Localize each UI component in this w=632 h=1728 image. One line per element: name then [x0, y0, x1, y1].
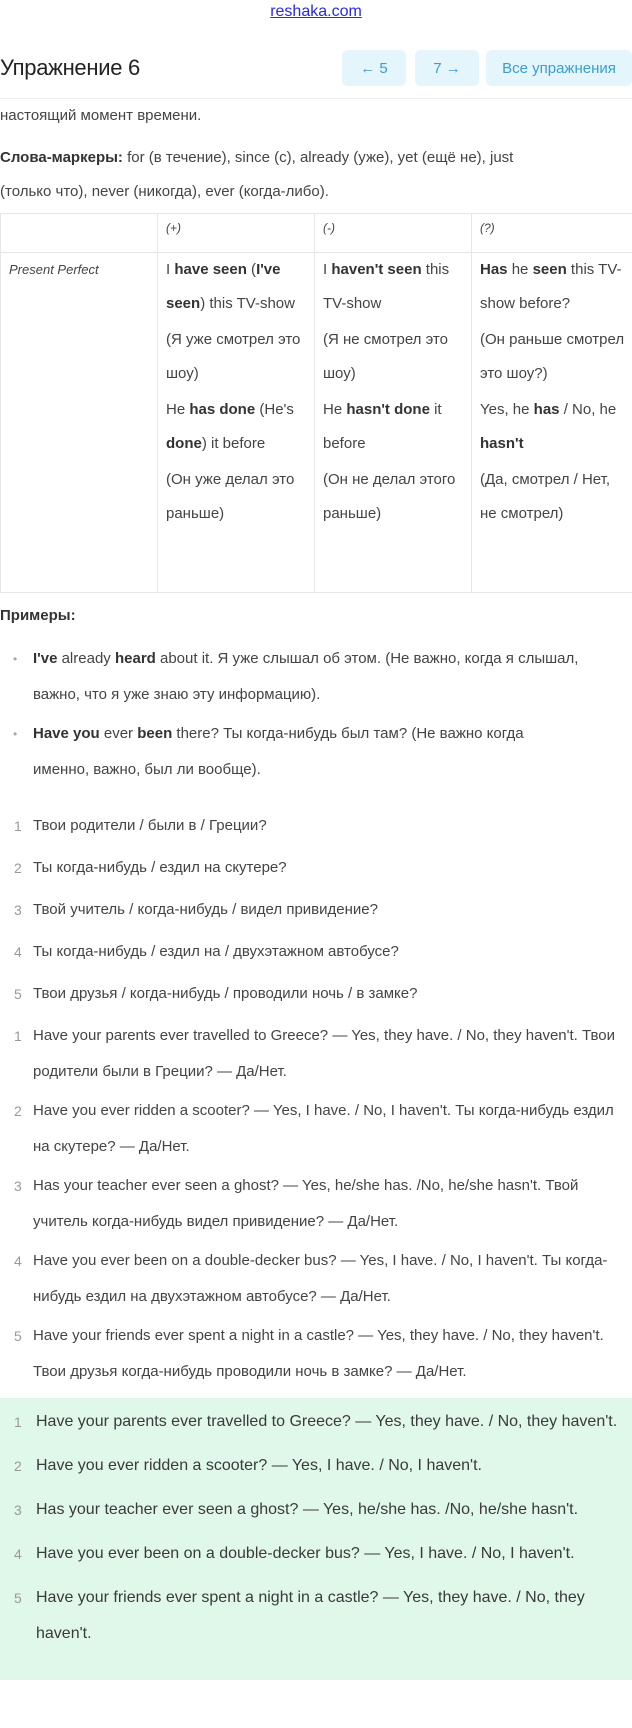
prompt-item [0, 934, 632, 970]
answer-text: Have you ever been on a double-decker bus? — Yes, I have. / No, I haven't. Ты когда-нибудь ездил на двухэтажном автобусе? — Да/Нет. [33, 1252, 608, 1305]
example-item [0, 716, 632, 788]
answer-item [0, 1318, 632, 1390]
bold-text: seen [532, 261, 567, 278]
item-number: 3 [14, 902, 22, 918]
item-number: 2 [14, 1458, 22, 1474]
question-cell [472, 253, 632, 593]
text-segment: He [323, 401, 347, 418]
cell-line [480, 463, 628, 531]
prompts-list [0, 808, 632, 1012]
intro-text: настоящий момент времени. [0, 107, 202, 124]
bold-text: Have you [33, 725, 100, 742]
prompt-text: Ты когда-нибудь / ездил на / двухэтажном автобусе? [33, 943, 399, 960]
text-segment: I [323, 261, 332, 278]
prompt-text: Твой учитель / когда-нибудь / видел привидение? [33, 901, 378, 918]
cell-line [166, 463, 310, 531]
answer-item [0, 1093, 632, 1165]
final-answer-item [0, 1492, 632, 1528]
item-number: 5 [14, 986, 22, 1002]
cell-line [166, 253, 310, 321]
answer-text: Have your parents ever travelled to Greece? — Yes, they have. / No, they haven't. Твои родители были в Греции? — Да/Нет. [33, 1027, 616, 1080]
bold-text: Has [480, 261, 508, 278]
markers-line [0, 175, 632, 209]
answer-item [0, 1168, 632, 1240]
text-segment: (Я уже смотрел это шоу) [166, 331, 301, 382]
item-number: 1 [14, 818, 22, 834]
table-header-row [1, 214, 632, 253]
text-segment: (Я не смотрел это шоу) [323, 331, 448, 382]
bold-text: I've seen [166, 261, 281, 312]
text-segment: this TV-show before? [480, 261, 622, 312]
bold-text: haven't seen [331, 261, 422, 278]
cell-line [480, 323, 628, 391]
item-number: 4 [14, 1253, 22, 1269]
prompt-item [0, 850, 632, 886]
grammar-table [0, 213, 632, 593]
final-answer-item [0, 1404, 632, 1440]
text-segment: he [507, 261, 533, 278]
prompt-text: Ты когда-нибудь / ездил на скутере? [33, 859, 287, 876]
answer-panel [0, 1398, 632, 1680]
text-segment: / No, he [559, 401, 617, 418]
cell-line [480, 253, 628, 321]
answers-list [0, 1018, 632, 1390]
answer-text: Has your teacher ever seen a ghost? — Yes, he/she has. /No, he/she hasn't. Твой учитель когда-нибудь видел привидение? — Да/Нет. [33, 1177, 579, 1230]
text-segment: there? Ты когда-нибудь был там? (Не важно когда именно, важно, был ли вообще). [33, 725, 524, 778]
prev-exercise-button[interactable]: ← 5 [342, 50, 406, 86]
cell-line [480, 393, 628, 461]
tense-cell: Present Perfect [1, 253, 158, 593]
examples-label: Примеры: [0, 607, 76, 624]
text-segment: this TV-show [323, 261, 450, 312]
bold-text: hasn't done [346, 401, 430, 418]
all-exercises-button[interactable]: Все упражнения [486, 50, 632, 86]
answer-item [0, 1018, 632, 1090]
cell-line [166, 323, 310, 391]
bold-text: Слова-маркеры: [0, 149, 123, 166]
answer-item [0, 1243, 632, 1315]
item-number: 2 [14, 860, 22, 876]
text-segment: about it. Я уже слышал об этом. (Не важно, когда я слышал, важно, что я уже знаю эту информацию). [33, 650, 579, 703]
table-header: (+) [158, 214, 315, 253]
final-answer-text: Have your parents ever travelled to Greece? — Yes, they have. / No, they haven't. [36, 1413, 618, 1430]
prompt-text: Твои родители / были в / Греции? [33, 817, 267, 834]
final-answer-item [0, 1536, 632, 1572]
item-number: 3 [14, 1502, 22, 1518]
text-segment: ) this TV-show [200, 295, 295, 312]
cell-line [323, 323, 467, 391]
answer-text: Have you ever ridden a scooter? — Yes, I have. / No, I haven't. Ты когда-нибудь ездил на скутере? — Да/Нет. [33, 1102, 614, 1155]
item-number: 5 [14, 1328, 22, 1344]
negative-cell [315, 253, 472, 593]
prompt-item [0, 892, 632, 928]
text-segment: He [166, 401, 190, 418]
cell-line [323, 253, 467, 321]
text-segment: (He's [255, 401, 294, 418]
text-segment: (Он раньше смотрел это шоу?) [480, 331, 625, 382]
text-segment: (Да, смотрел / Нет, не смотрел) [480, 471, 611, 522]
text-segment: I [166, 261, 175, 278]
text-segment: ever [99, 725, 138, 742]
bold-text: I've [33, 650, 58, 667]
bold-text: has [533, 401, 560, 418]
bold-text: hasn't [480, 435, 524, 452]
table-header: (?) [472, 214, 632, 253]
text-segment: ) it before [201, 435, 266, 452]
item-number: 1 [14, 1414, 22, 1430]
prompt-item [0, 976, 632, 1012]
final-answer-item [0, 1448, 632, 1484]
item-number: 3 [14, 1178, 22, 1194]
final-answer-text: Have your friends ever spent a night in a castle? — Yes, they have. / No, they haven't. [36, 1589, 585, 1642]
bold-text: have seen [174, 261, 247, 278]
text-segment: already [57, 650, 115, 667]
answer-text: Have your friends ever spent a night in a castle? — Yes, they have. / No, they haven't. Твои друзья когда-нибудь проводили ночь в замке? — Да/Нет. [33, 1327, 604, 1380]
text-segment: (Он не делал этого раньше) [323, 471, 456, 522]
bold-text: has done [189, 401, 256, 418]
table-header [1, 214, 158, 253]
next-exercise-button[interactable]: 7 → [415, 50, 479, 86]
text-segment: (только что), never (никогда), ever (когда-либо). [0, 183, 329, 200]
text-segment: (Он уже делал это раньше) [166, 471, 295, 522]
text-segment: ( [246, 261, 257, 278]
site-link[interactable]: reshaka.com [270, 3, 362, 20]
cell-line [323, 463, 467, 531]
text-segment: for (в течение), since (с), already (уже), yet (ещё не), just [122, 149, 514, 166]
item-number: 2 [14, 1103, 22, 1119]
examples-list [0, 641, 632, 788]
table-header: (-) [315, 214, 472, 253]
item-number: 4 [14, 944, 22, 960]
example-item [0, 641, 632, 713]
item-number: 4 [14, 1546, 22, 1562]
bold-text: heard [114, 650, 156, 667]
final-answer-text: Have you ever ridden a scooter? — Yes, I have. / No, I haven't. [36, 1457, 482, 1474]
final-answer-text: Has your teacher ever seen a ghost? — Yes, he/she has. /No, he/she hasn't. [36, 1501, 579, 1518]
bold-text: been [137, 725, 173, 742]
positive-cell [158, 253, 315, 593]
page-title: Упражнение 6 [0, 55, 140, 80]
text-segment: it before [323, 401, 442, 452]
item-number: 1 [14, 1028, 22, 1044]
table-row [1, 253, 632, 593]
prompt-text: Твои друзья / когда-нибудь / проводили ночь / в замке? [33, 985, 418, 1002]
final-answer-item [0, 1580, 632, 1652]
cell-line [323, 393, 467, 461]
cell-line [166, 393, 310, 461]
markers-line [0, 141, 632, 175]
text-segment: Yes, he [480, 401, 534, 418]
prompt-item [0, 808, 632, 844]
item-number: 5 [14, 1590, 22, 1606]
bold-text: done [166, 435, 202, 452]
header [0, 47, 632, 89]
final-answer-text: Have you ever been on a double-decker bus? — Yes, I have. / No, I haven't. [36, 1545, 575, 1562]
